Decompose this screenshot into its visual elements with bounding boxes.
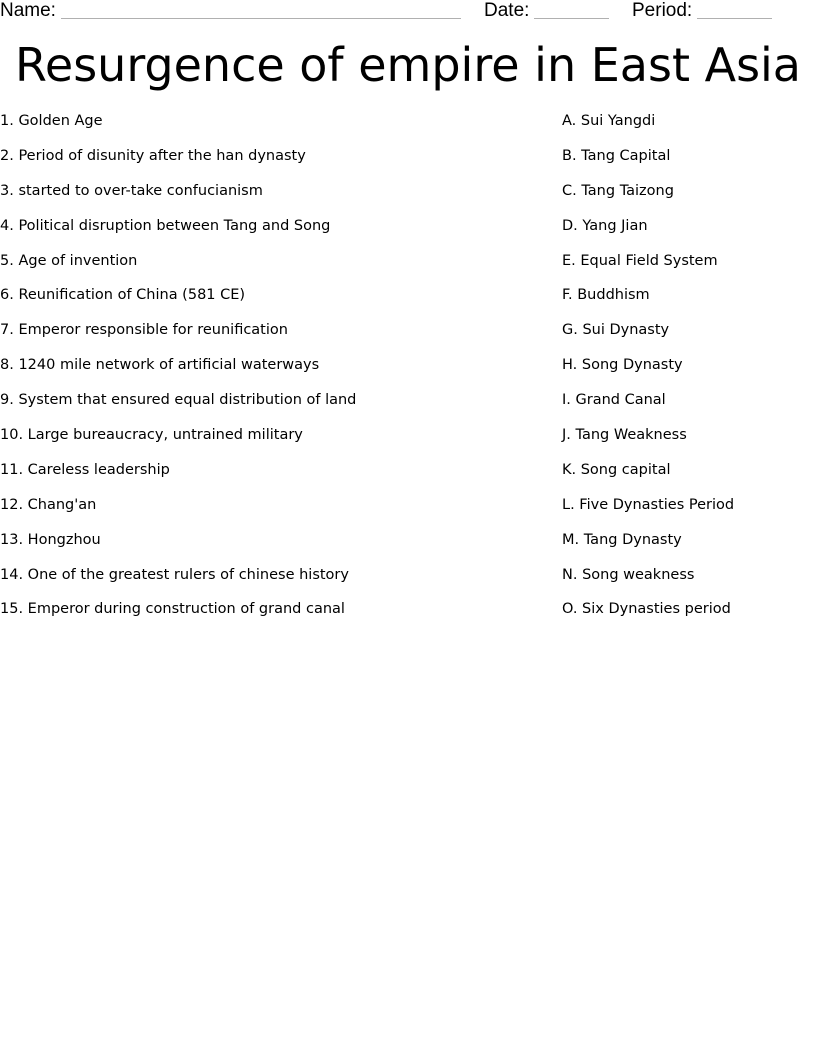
period-field[interactable] <box>632 0 772 22</box>
answer-item: J. Tang Weakness <box>562 427 687 444</box>
worksheet-header <box>0 0 816 24</box>
question-item: 8. 1240 mile network of artificial waterways <box>0 357 320 374</box>
page-title: Resurgence of empire in East Asia <box>15 38 801 92</box>
question-item: 4. Political disruption between Tang and Song <box>0 217 331 234</box>
question-item: 7. Emperor responsible for reunification <box>0 322 288 339</box>
date-blank-line[interactable] <box>534 0 609 19</box>
date-label: Date: <box>484 0 530 21</box>
answer-item: A. Sui Yangdi <box>562 113 656 129</box>
answers-list <box>562 109 734 632</box>
questions-list <box>0 109 356 632</box>
answer-item: M. Tang Dynasty <box>562 531 682 548</box>
question-item: 5. Age of invention <box>0 252 138 269</box>
question-item: 1. Golden Age <box>0 113 103 129</box>
answer-item: E. Equal Field System <box>562 252 718 269</box>
answer-item: D. Yang Jian <box>562 217 648 234</box>
name-label: Name: <box>0 0 56 21</box>
period-blank-line[interactable] <box>697 0 772 19</box>
answer-item: I. Grand Canal <box>562 392 666 409</box>
period-label: Period: <box>632 0 693 21</box>
question-item: 3. started to over-take confucianism <box>0 182 263 199</box>
name-blank-line[interactable] <box>61 0 461 19</box>
question-item: 12. Chang'an <box>0 496 97 513</box>
answer-item: L. Five Dynasties Period <box>562 496 735 513</box>
question-item: 2. Period of disunity after the han dynasty <box>0 147 306 164</box>
question-item: 6. Reunification of China (581 CE) <box>0 287 246 304</box>
answer-item: B. Tang Capital <box>562 147 671 164</box>
answer-item: G. Sui Dynasty <box>562 322 670 339</box>
question-item: 9. System that ensured equal distribution of land <box>0 392 357 409</box>
answer-item: O. Six Dynasties period <box>562 601 731 618</box>
date-field[interactable] <box>484 0 609 22</box>
question-item: 15. Emperor during construction of grand canal <box>0 601 345 618</box>
question-item: 10. Large bureaucracy, untrained military <box>0 427 303 444</box>
question-item: 13. Hongzhou <box>0 531 101 548</box>
answer-item: H. Song Dynasty <box>562 357 683 374</box>
name-field[interactable] <box>0 0 461 22</box>
answer-item: K. Song capital <box>562 461 671 478</box>
answer-item: N. Song weakness <box>562 566 695 583</box>
answer-item: F. Buddhism <box>562 287 650 304</box>
answer-item: C. Tang Taizong <box>562 182 674 199</box>
question-item: 11. Careless leadership <box>0 461 170 478</box>
question-item: 14. One of the greatest rulers of chinese history <box>0 566 349 583</box>
